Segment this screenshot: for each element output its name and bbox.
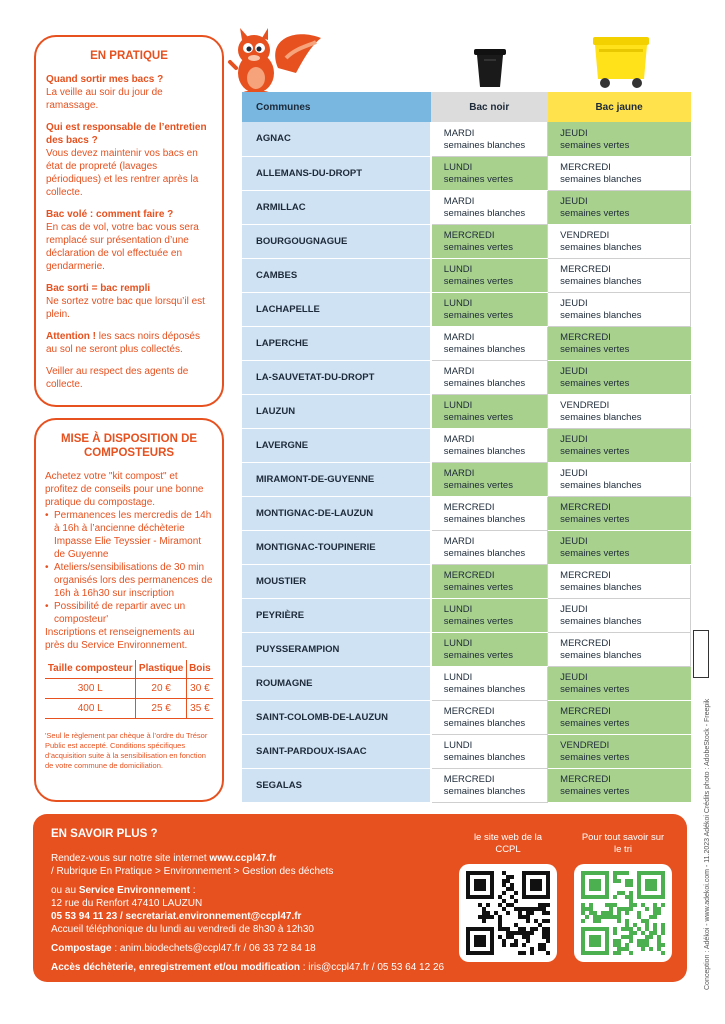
schedule-row [242, 258, 691, 292]
schedule-row [242, 496, 691, 530]
bac-noir-cell [431, 666, 548, 700]
bac-noir-cell [431, 700, 548, 734]
bac-jaune-day: JEUDI [560, 366, 588, 377]
bac-jaune-weeks: semaines vertes [560, 786, 630, 797]
bac-jaune-weeks: semaines vertes [560, 752, 630, 763]
bac-noir-cell [431, 122, 548, 156]
qr-tri-block [573, 832, 673, 962]
pratique-title: EN PRATIQUE [90, 50, 168, 62]
compost-price-table [45, 660, 213, 719]
schedule-row [242, 530, 691, 564]
bac-noir-day: MERCREDI [443, 774, 495, 785]
bac-noir-cell [431, 598, 548, 632]
bac-noir-weeks: semaines blanches [443, 718, 526, 729]
bac-noir-day: MERCREDI [443, 502, 495, 513]
schedule-row [242, 428, 691, 462]
bac-jaune-cell [548, 428, 691, 462]
bac-noir-weeks: semaines vertes [443, 616, 513, 627]
bac-jaune-day: JEUDI [560, 196, 588, 207]
bac-jaune-cell [548, 292, 691, 326]
schedule-row [242, 632, 691, 666]
schedule-body [242, 122, 691, 802]
collection-schedule-table [242, 92, 691, 803]
bac-jaune-cell [548, 496, 691, 530]
yellow-bin-icon [591, 33, 651, 89]
bac-jaune-cell [548, 564, 691, 598]
commune-name: MOUSTIER [242, 564, 431, 598]
bac-noir-weeks: semaines blanches [443, 752, 526, 763]
bac-jaune-cell [548, 666, 691, 700]
schedule-row [242, 156, 691, 190]
schedule-row [242, 564, 691, 598]
pratique-answer-1: La veille au soir du jour de ramassage. [46, 87, 163, 111]
price-header-wood: Bois [186, 660, 213, 679]
bac-noir-day: MERCREDI [443, 230, 495, 241]
bac-jaune-day: VENDREDI [560, 230, 610, 241]
bac-noir-cell [431, 632, 548, 666]
bac-jaune-cell [548, 700, 691, 734]
commune-name: MONTIGNAC-DE-LAUZUN [242, 496, 431, 530]
decheterie-line [51, 961, 669, 974]
pratique-answer-3: En cas de vol, votre bac vous sera remplacé sur présentation d’une déclaration de vol effectuée en gendarmerie. [46, 222, 199, 272]
compost-bullets [45, 509, 213, 626]
black-bin-icon [472, 47, 508, 89]
pratique-question-2: Qui est responsable de l’entretien des bacs ? [46, 122, 207, 146]
commune-name: PUYSSERAMPION [242, 632, 431, 666]
banner-title: EN SAVOIR PLUS ? [51, 828, 158, 840]
bac-noir-weeks: semaines blanches [443, 514, 526, 525]
bac-jaune-cell [548, 462, 691, 496]
bac-noir-day: MARDI [443, 127, 475, 139]
bac-noir-weeks: semaines blanches [443, 446, 526, 457]
bac-jaune-cell [548, 598, 691, 632]
bac-noir-cell [431, 428, 548, 462]
qr-site-code[interactable] [459, 864, 557, 962]
schedule-row [242, 360, 691, 394]
price-row [45, 679, 213, 699]
commune-name: SAINT-PARDOUX-ISAAC [242, 734, 431, 768]
pratique-panel [34, 35, 224, 407]
qr-tri-code[interactable] [574, 864, 672, 962]
service-name: Service Environnement [78, 885, 190, 896]
price-row [45, 699, 213, 719]
bac-jaune-cell [548, 190, 691, 224]
commune-name: ALLEMANS-DU-DROPT [242, 156, 431, 190]
bac-noir-weeks: semaines vertes [443, 412, 513, 423]
commune-name: CAMBES [242, 258, 431, 292]
bac-jaune-day: MERCREDI [560, 264, 611, 275]
compost-title: MISE À DISPOSITION DE COMPOSTEURS [60, 433, 198, 459]
bac-jaune-day: JEUDI [560, 604, 588, 615]
commune-name: MONTIGNAC-TOUPINERIE [242, 530, 431, 564]
compost-bullet: • Ateliers/sensibilisations de 30 min organisés lors des permanences de 16h à 16h30 sur inscription [45, 561, 213, 600]
bac-jaune-cell [548, 530, 691, 564]
bac-jaune-weeks: semaines blanches [560, 174, 642, 185]
bac-jaune-day: MERCREDI [560, 638, 611, 649]
info-banner [33, 814, 687, 982]
bac-noir-weeks: semaines vertes [443, 310, 513, 321]
commune-name: LAPERCHE [242, 326, 431, 360]
rubrique-line: / Rubrique En Pratique > Environnement > Gestion des déchets [51, 866, 334, 877]
qr-site-block [458, 832, 558, 962]
commune-name: LAVERGNE [242, 428, 431, 462]
bac-jaune-weeks: semaines blanches [560, 276, 642, 287]
bac-noir-day: LUNDI [443, 298, 473, 309]
bac-noir-day: MARDI [443, 366, 475, 377]
bac-noir-cell [431, 564, 548, 598]
website-intro: Rendez-vous sur notre site internet [51, 853, 210, 864]
commune-name: PEYRIÈRE [242, 598, 431, 632]
compost-bullet: • Possibilité de repartir avec un composteur' [45, 600, 213, 626]
bac-noir-day: LUNDI [443, 400, 473, 411]
schedule-row [242, 326, 691, 360]
pratique-question-4: Bac sorti = bac rempli [46, 283, 151, 294]
bac-noir-cell [431, 292, 548, 326]
header-bac-jaune: Bac jaune [548, 92, 691, 122]
schedule-row [242, 666, 691, 700]
bac-noir-cell [431, 530, 548, 564]
service-colon: : [189, 885, 196, 896]
price-wood: 30 € [186, 679, 213, 699]
pratique-answer-4: Ne sortez votre bac que lorsqu’il est plein. [46, 296, 205, 320]
bac-jaune-weeks: semaines vertes [560, 514, 630, 525]
compost-footnote: 'Seul le règlement par chèque à l’ordre du Trésor Public est accepté. Conditions spécifiques d’acquisition suite à la sensibilisation en fonction de votre commune de domiciliation. [45, 731, 208, 770]
compost-contact-info[interactable]: : anim.biodechets@ccpl47.fr / 06 33 72 84 18 [111, 943, 316, 954]
schedule-row [242, 462, 691, 496]
bac-jaune-day: JEUDI [560, 298, 588, 309]
pratique-question-3: Bac volé : comment faire ? [46, 209, 174, 220]
bac-noir-day: MARDI [443, 434, 475, 445]
bac-noir-day: LUNDI [443, 740, 473, 751]
bac-jaune-cell [548, 156, 691, 190]
bac-noir-weeks: semaines blanches [443, 139, 526, 151]
commune-name: MIRAMONT-DE-GUYENNE [242, 462, 431, 496]
bac-jaune-day: MERCREDI [560, 502, 611, 513]
bac-jaune-day: MERCREDI [560, 332, 611, 343]
bac-jaune-day: MERCREDI [560, 162, 611, 173]
bac-jaune-weeks: semaines blanches [560, 412, 642, 423]
commune-name: LAUZUN [242, 394, 431, 428]
bac-jaune-day: JEUDI [560, 434, 588, 445]
bac-noir-weeks: semaines blanches [443, 208, 526, 219]
bac-noir-cell [431, 190, 548, 224]
bac-jaune-weeks: semaines blanches [560, 582, 642, 593]
price-header-plastic: Plastique [136, 660, 186, 679]
bac-jaune-day: JEUDI [560, 468, 588, 479]
service-intro: ou au [51, 885, 79, 896]
qr-site-label: le site web de la CCPL [473, 832, 543, 855]
bac-jaune-weeks: semaines vertes [560, 139, 630, 151]
schedule-row [242, 768, 691, 802]
bac-jaune-weeks: semaines blanches [560, 242, 642, 253]
bac-jaune-weeks: semaines vertes [560, 684, 630, 695]
qr-code-icon [581, 871, 665, 955]
bac-noir-day: MERCREDI [443, 706, 495, 717]
commune-name: SEGALAS [242, 768, 431, 802]
bac-jaune-weeks: semaines vertes [560, 208, 630, 219]
hours-line: Accueil téléphonique du lundi au vendredi de 8h30 à 12h30 [51, 924, 314, 935]
bac-noir-cell [431, 258, 548, 292]
bac-noir-day: LUNDI [443, 604, 473, 615]
qr-code-icon [466, 871, 550, 955]
bac-jaune-cell [548, 122, 691, 156]
bac-jaune-cell [548, 224, 691, 258]
bac-jaune-day: MERCREDI [560, 706, 611, 717]
squirrel-mascot-icon [226, 28, 326, 98]
bac-noir-weeks: semaines vertes [443, 480, 513, 491]
bac-jaune-day: JEUDI [560, 672, 588, 683]
bac-jaune-cell [548, 734, 691, 768]
compost-panel [34, 418, 224, 802]
bac-jaune-cell [548, 360, 691, 394]
bac-jaune-weeks: semaines vertes [560, 718, 630, 729]
price-header-size: Taille composteur [45, 660, 136, 679]
decheterie-label: Accès déchèterie, enregistrement et/ou modification [51, 962, 300, 973]
bac-noir-day: LUNDI [443, 264, 473, 275]
bac-noir-weeks: semaines blanches [443, 344, 526, 355]
bac-noir-day: LUNDI [443, 162, 473, 173]
commune-name: BOURGOUGNAGUE [242, 224, 431, 258]
bac-jaune-weeks: semaines blanches [560, 616, 642, 627]
bac-noir-weeks: semaines vertes [443, 582, 513, 593]
schedule-row [242, 292, 691, 326]
schedule-row [242, 224, 691, 258]
bac-noir-cell [431, 496, 548, 530]
bac-noir-weeks: semaines blanches [443, 548, 526, 559]
bac-jaune-day: VENDREDI [560, 740, 610, 751]
bac-noir-day: LUNDI [443, 638, 473, 649]
price-plastic: 25 € [136, 699, 186, 719]
price-wood: 35 € [186, 699, 213, 719]
header-communes: Communes [242, 92, 431, 122]
compost-bullet: • Permanences les mercredis de 14h à 16h à l’ancienne déchèterie Impasse Elie Teyssier - Miramont de Guyenne [45, 509, 213, 561]
bac-noir-cell [431, 360, 548, 394]
respect-note: Veiller au respect des agents de collecte. [46, 366, 189, 390]
decheterie-contact[interactable]: : iris@ccpl47.fr / 05 53 64 12 26 [299, 962, 445, 973]
pratique-question-1: Quand sortir mes bacs ? [46, 74, 164, 85]
bac-jaune-cell [548, 326, 691, 360]
bac-jaune-cell [548, 632, 691, 666]
bac-noir-cell [431, 734, 548, 768]
bac-jaune-weeks: semaines blanches [560, 650, 642, 661]
bac-jaune-weeks: semaines vertes [560, 446, 630, 457]
bac-noir-day: MARDI [443, 196, 475, 207]
bac-noir-weeks: semaines vertes [443, 174, 513, 185]
bac-noir-day: LUNDI [443, 672, 473, 683]
commune-name: AGNAC [242, 122, 431, 156]
website-link[interactable]: www.ccpl47.fr [209, 853, 277, 864]
bac-noir-day: MARDI [443, 332, 475, 343]
bac-noir-weeks: semaines vertes [443, 650, 513, 661]
bac-jaune-day: JEUDI [560, 536, 588, 547]
bac-noir-cell [431, 462, 548, 496]
schedule-row [242, 598, 691, 632]
bac-jaune-cell [548, 394, 691, 428]
bac-noir-cell [431, 394, 548, 428]
bac-noir-day: MERCREDI [443, 570, 495, 581]
commune-name: LA-SAUVETAT-DU-DROPT [242, 360, 431, 394]
schedule-row [242, 700, 691, 734]
commune-name: SAINT-COLOMB-DE-LAUZUN [242, 700, 431, 734]
compost-intro: Achetez votre "kit compost" et profitez de conseils pour une bonne pratique du compostage. [45, 471, 204, 508]
bac-noir-weeks: semaines blanches [443, 378, 526, 389]
bac-noir-weeks: semaines vertes [443, 242, 513, 253]
bac-noir-day: MARDI [443, 536, 475, 547]
bac-jaune-day: MERCREDI [560, 774, 611, 785]
credits-text: Conception : Adékoi - www.adekoi.com - 11.2023 Adékoi Crédits photo : AdobeStock - Freepik [704, 698, 711, 990]
price-size: 300 L [45, 679, 136, 699]
compost-contact: Inscriptions et renseignements au près du Service Environnement. [45, 627, 195, 651]
bac-jaune-weeks: semaines vertes [560, 378, 630, 389]
compost-label: Compostage [51, 943, 112, 954]
bac-noir-cell [431, 156, 548, 190]
bac-jaune-weeks: semaines vertes [560, 548, 630, 559]
pratique-answer-2: Vous devez maintenir vos bacs en état de propreté (lavages périodiques) et les rentrer après la collecte. [46, 148, 199, 198]
bac-jaune-day: VENDREDI [560, 400, 610, 411]
bac-jaune-weeks: semaines vertes [560, 344, 630, 355]
attention-note [46, 330, 212, 356]
bac-jaune-cell [548, 258, 691, 292]
bac-noir-weeks: semaines blanches [443, 684, 526, 695]
contact-line[interactable]: 05 53 94 11 23 / secretariat.environnement@ccpl47.fr [51, 911, 302, 922]
commune-name: LACHAPELLE [242, 292, 431, 326]
address-line: 12 rue du Renfort 47410 LAUZUN [51, 898, 203, 909]
bac-noir-cell [431, 326, 548, 360]
bac-jaune-weeks: semaines blanches [560, 310, 642, 321]
bac-jaune-cell [548, 768, 691, 802]
schedule-row [242, 122, 691, 156]
bac-jaune-day: JEUDI [560, 127, 588, 139]
attention-label: Attention ! [46, 331, 96, 342]
schedule-row [242, 394, 691, 428]
bac-noir-weeks: semaines vertes [443, 276, 513, 287]
price-size: 400 L [45, 699, 136, 719]
attention-text: les sacs noirs déposés au sol ne seront plus collectés. [46, 331, 200, 355]
commune-name: ROUMAGNE [242, 666, 431, 700]
bac-noir-cell [431, 224, 548, 258]
bac-noir-cell [431, 768, 548, 802]
bac-jaune-weeks: semaines blanches [560, 480, 642, 491]
qr-tri-label: Pour tout savoir sur le tri [581, 832, 665, 855]
header-bac-noir: Bac noir [431, 92, 548, 122]
schedule-row [242, 190, 691, 224]
bac-noir-day: MARDI [443, 468, 475, 479]
price-plastic: 20 € [136, 679, 186, 699]
bac-noir-weeks: semaines blanches [443, 786, 526, 797]
commune-name: ARMILLAC [242, 190, 431, 224]
schedule-row [242, 734, 691, 768]
certification-logo-icon [693, 630, 709, 678]
bac-jaune-day: MERCREDI [560, 570, 611, 581]
